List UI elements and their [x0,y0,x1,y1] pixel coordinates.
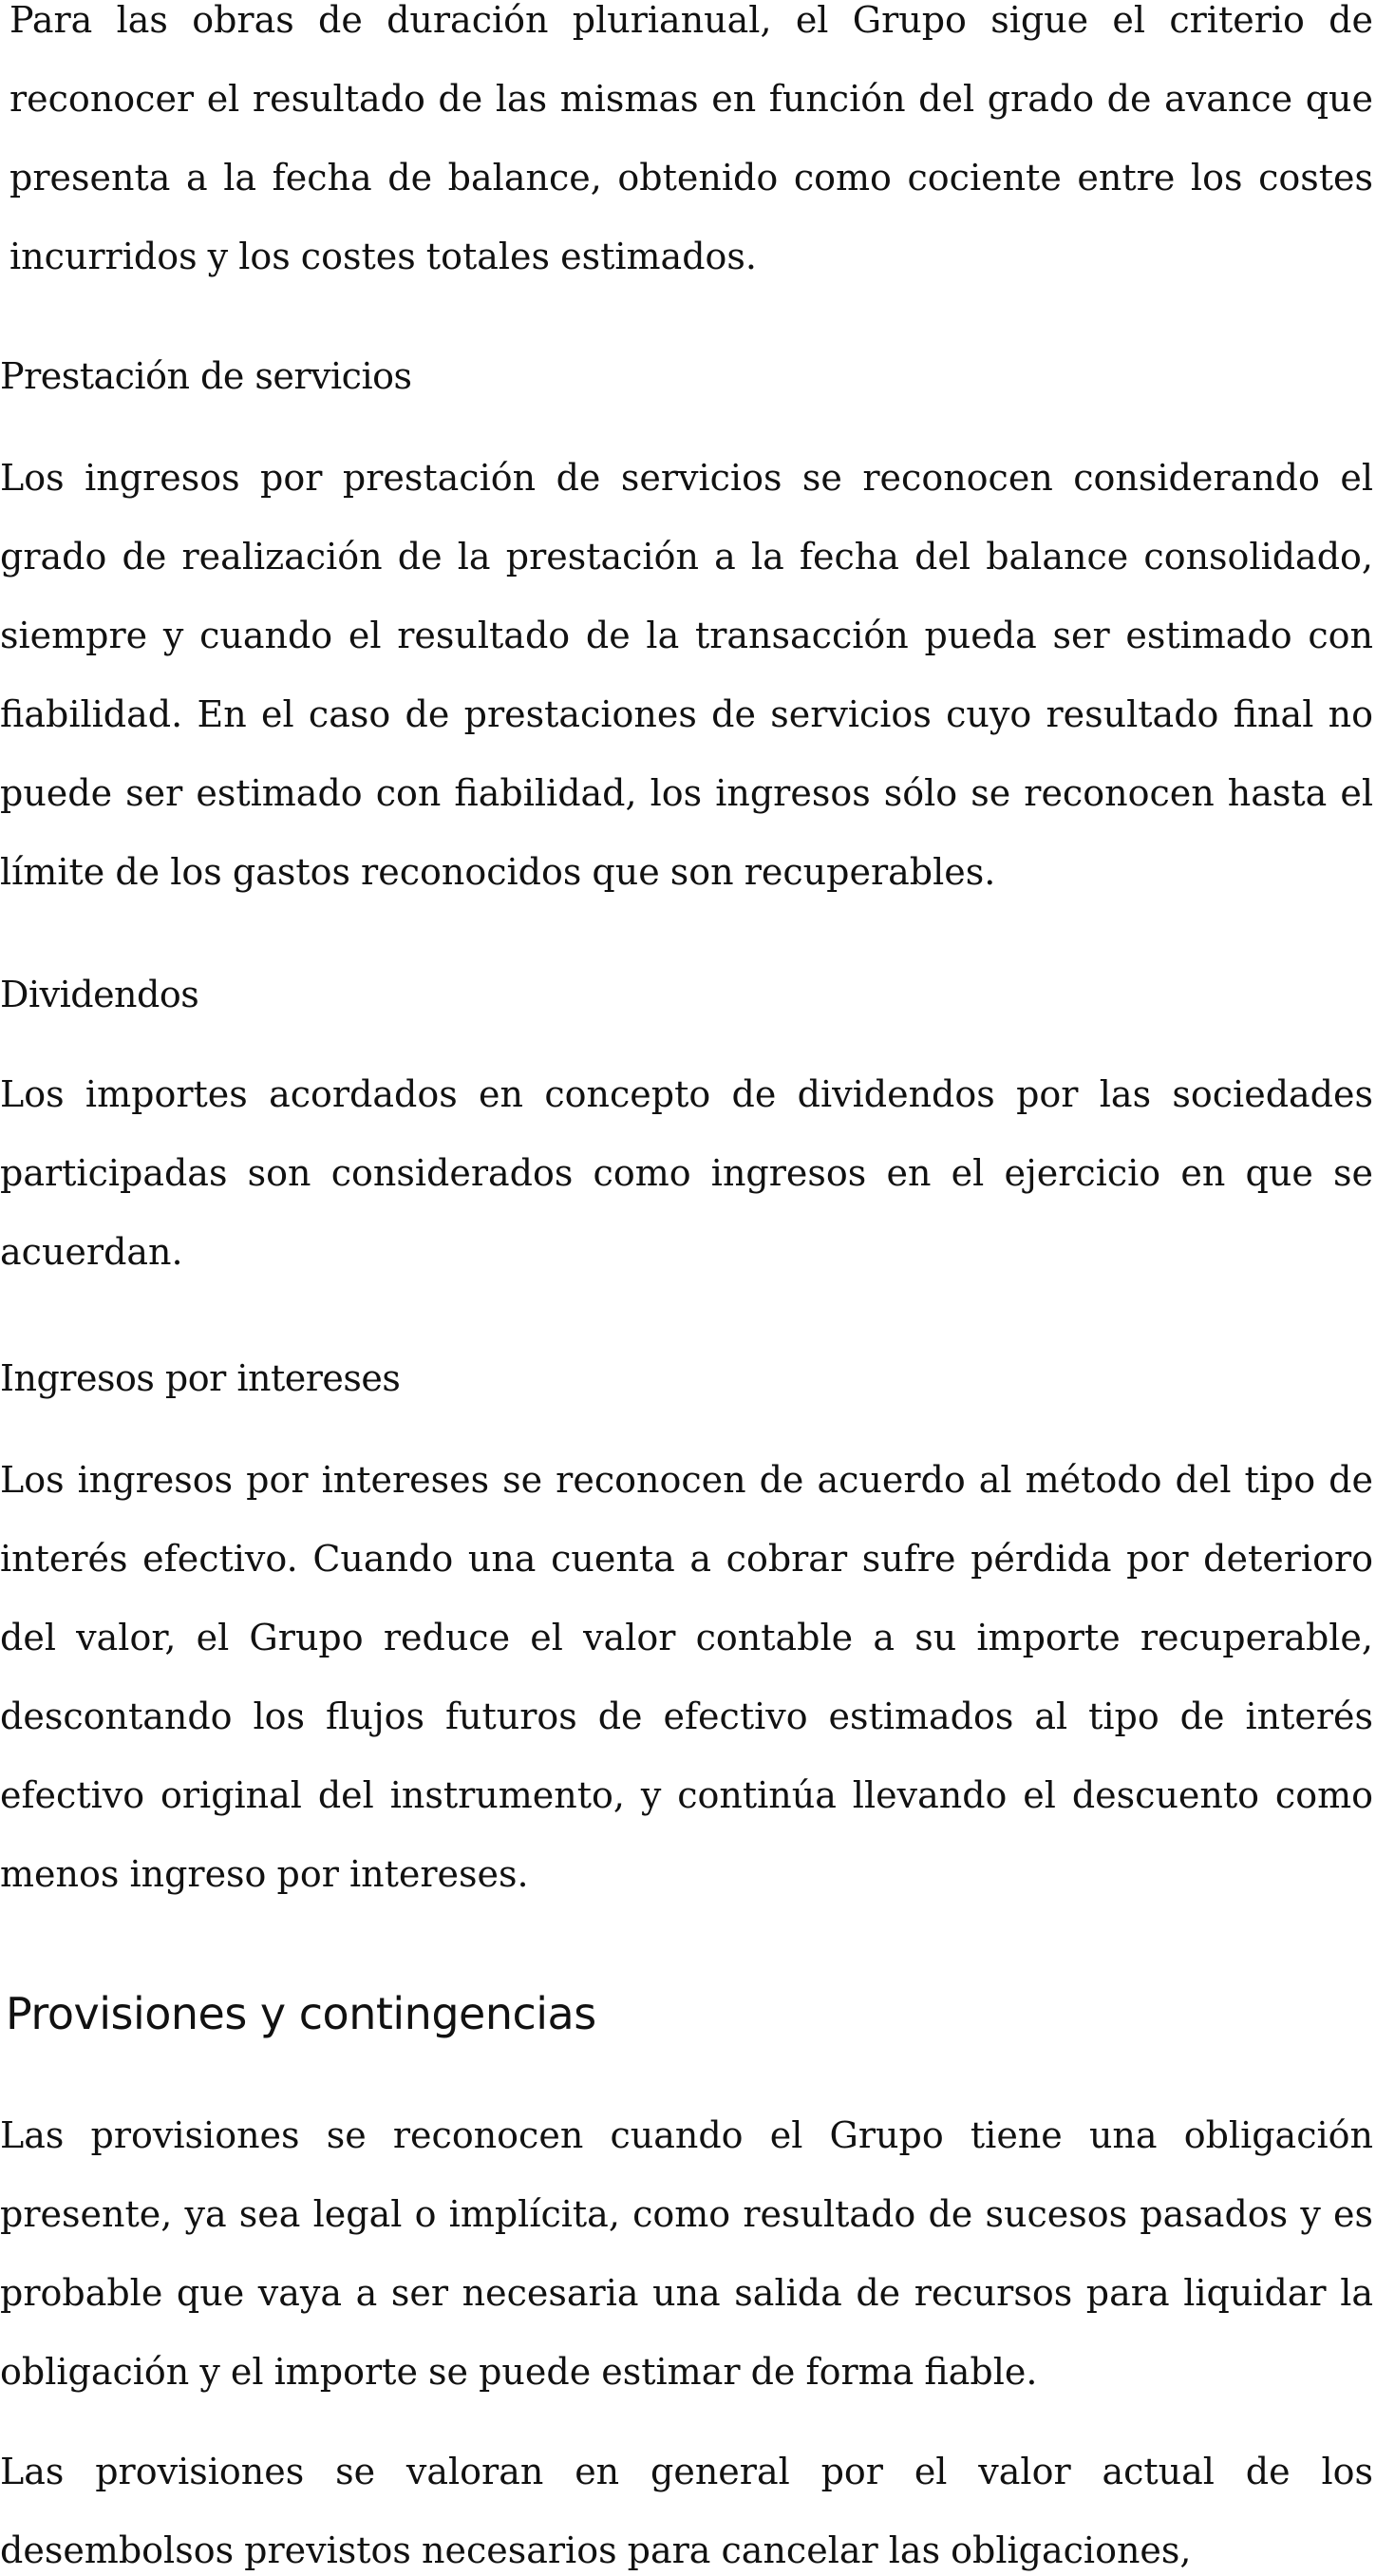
paragraph-obras-plurianuales: Para las obras de duración plurianual, el Grupo sigue el criterio de reconocer el resultado de las mismas en función del grado de avance que presenta a la fecha de balance, obtenido como cociente entre los costes incurridos y los costes totales estimados. [9,0,1373,277]
subheading-prestacion-servicios: Prestación de servicios [0,355,412,397]
section-heading-provisiones: Provisiones y contingencias [6,1988,596,2039]
paragraph-prestacion-servicios: Los ingresos por prestación de servicios se reconocen considerando el grado de realización de la prestación a la fecha del balance consolidado, siempre y cuando el resultado de la transacción pueda ser estimado con fiabilidad. En el caso de prestaciones de servicios cuyo resultado final no puede ser estimado con fiabilidad, los ingresos sólo se reconocen hasta el límite de los gastos reconocidos que son recuperables. [0,457,1373,893]
subheading-ingresos-intereses: Ingresos por intereses [0,1357,401,1399]
subheading-dividendos: Dividendos [0,974,199,1015]
paragraph-provisiones-reconocimiento: Las provisiones se reconocen cuando el Grupo tiene una obligación presente, ya sea legal o implícita, como resultado de sucesos pasados y es probable que vaya a ser necesaria una salida de recursos para liquidar la obligación y el importe se puede estimar de forma fiable. [0,2114,1373,2393]
paragraph-provisiones-valoracion: Las provisiones se valoran en general por el valor actual de los desembolsos previstos necesarios para cancelar las obligaciones, [0,2451,1373,2571]
paragraph-dividendos: Los importes acordados en concepto de dividendos por las sociedades participadas son considerados como ingresos en el ejercicio en que se acuerdan. [0,1073,1373,1273]
paragraph-ingresos-intereses: Los ingresos por intereses se reconocen de acuerdo al método del tipo de interés efectivo. Cuando una cuenta a cobrar sufre pérdida por deterioro del valor, el Grupo reduce el valor contable a su importe recuperable, descontando los flujos futuros de efectivo estimados al tipo de interés efectivo original del instrumento, y continúa llevando el descuento como menos ingreso por intereses. [0,1459,1373,1895]
